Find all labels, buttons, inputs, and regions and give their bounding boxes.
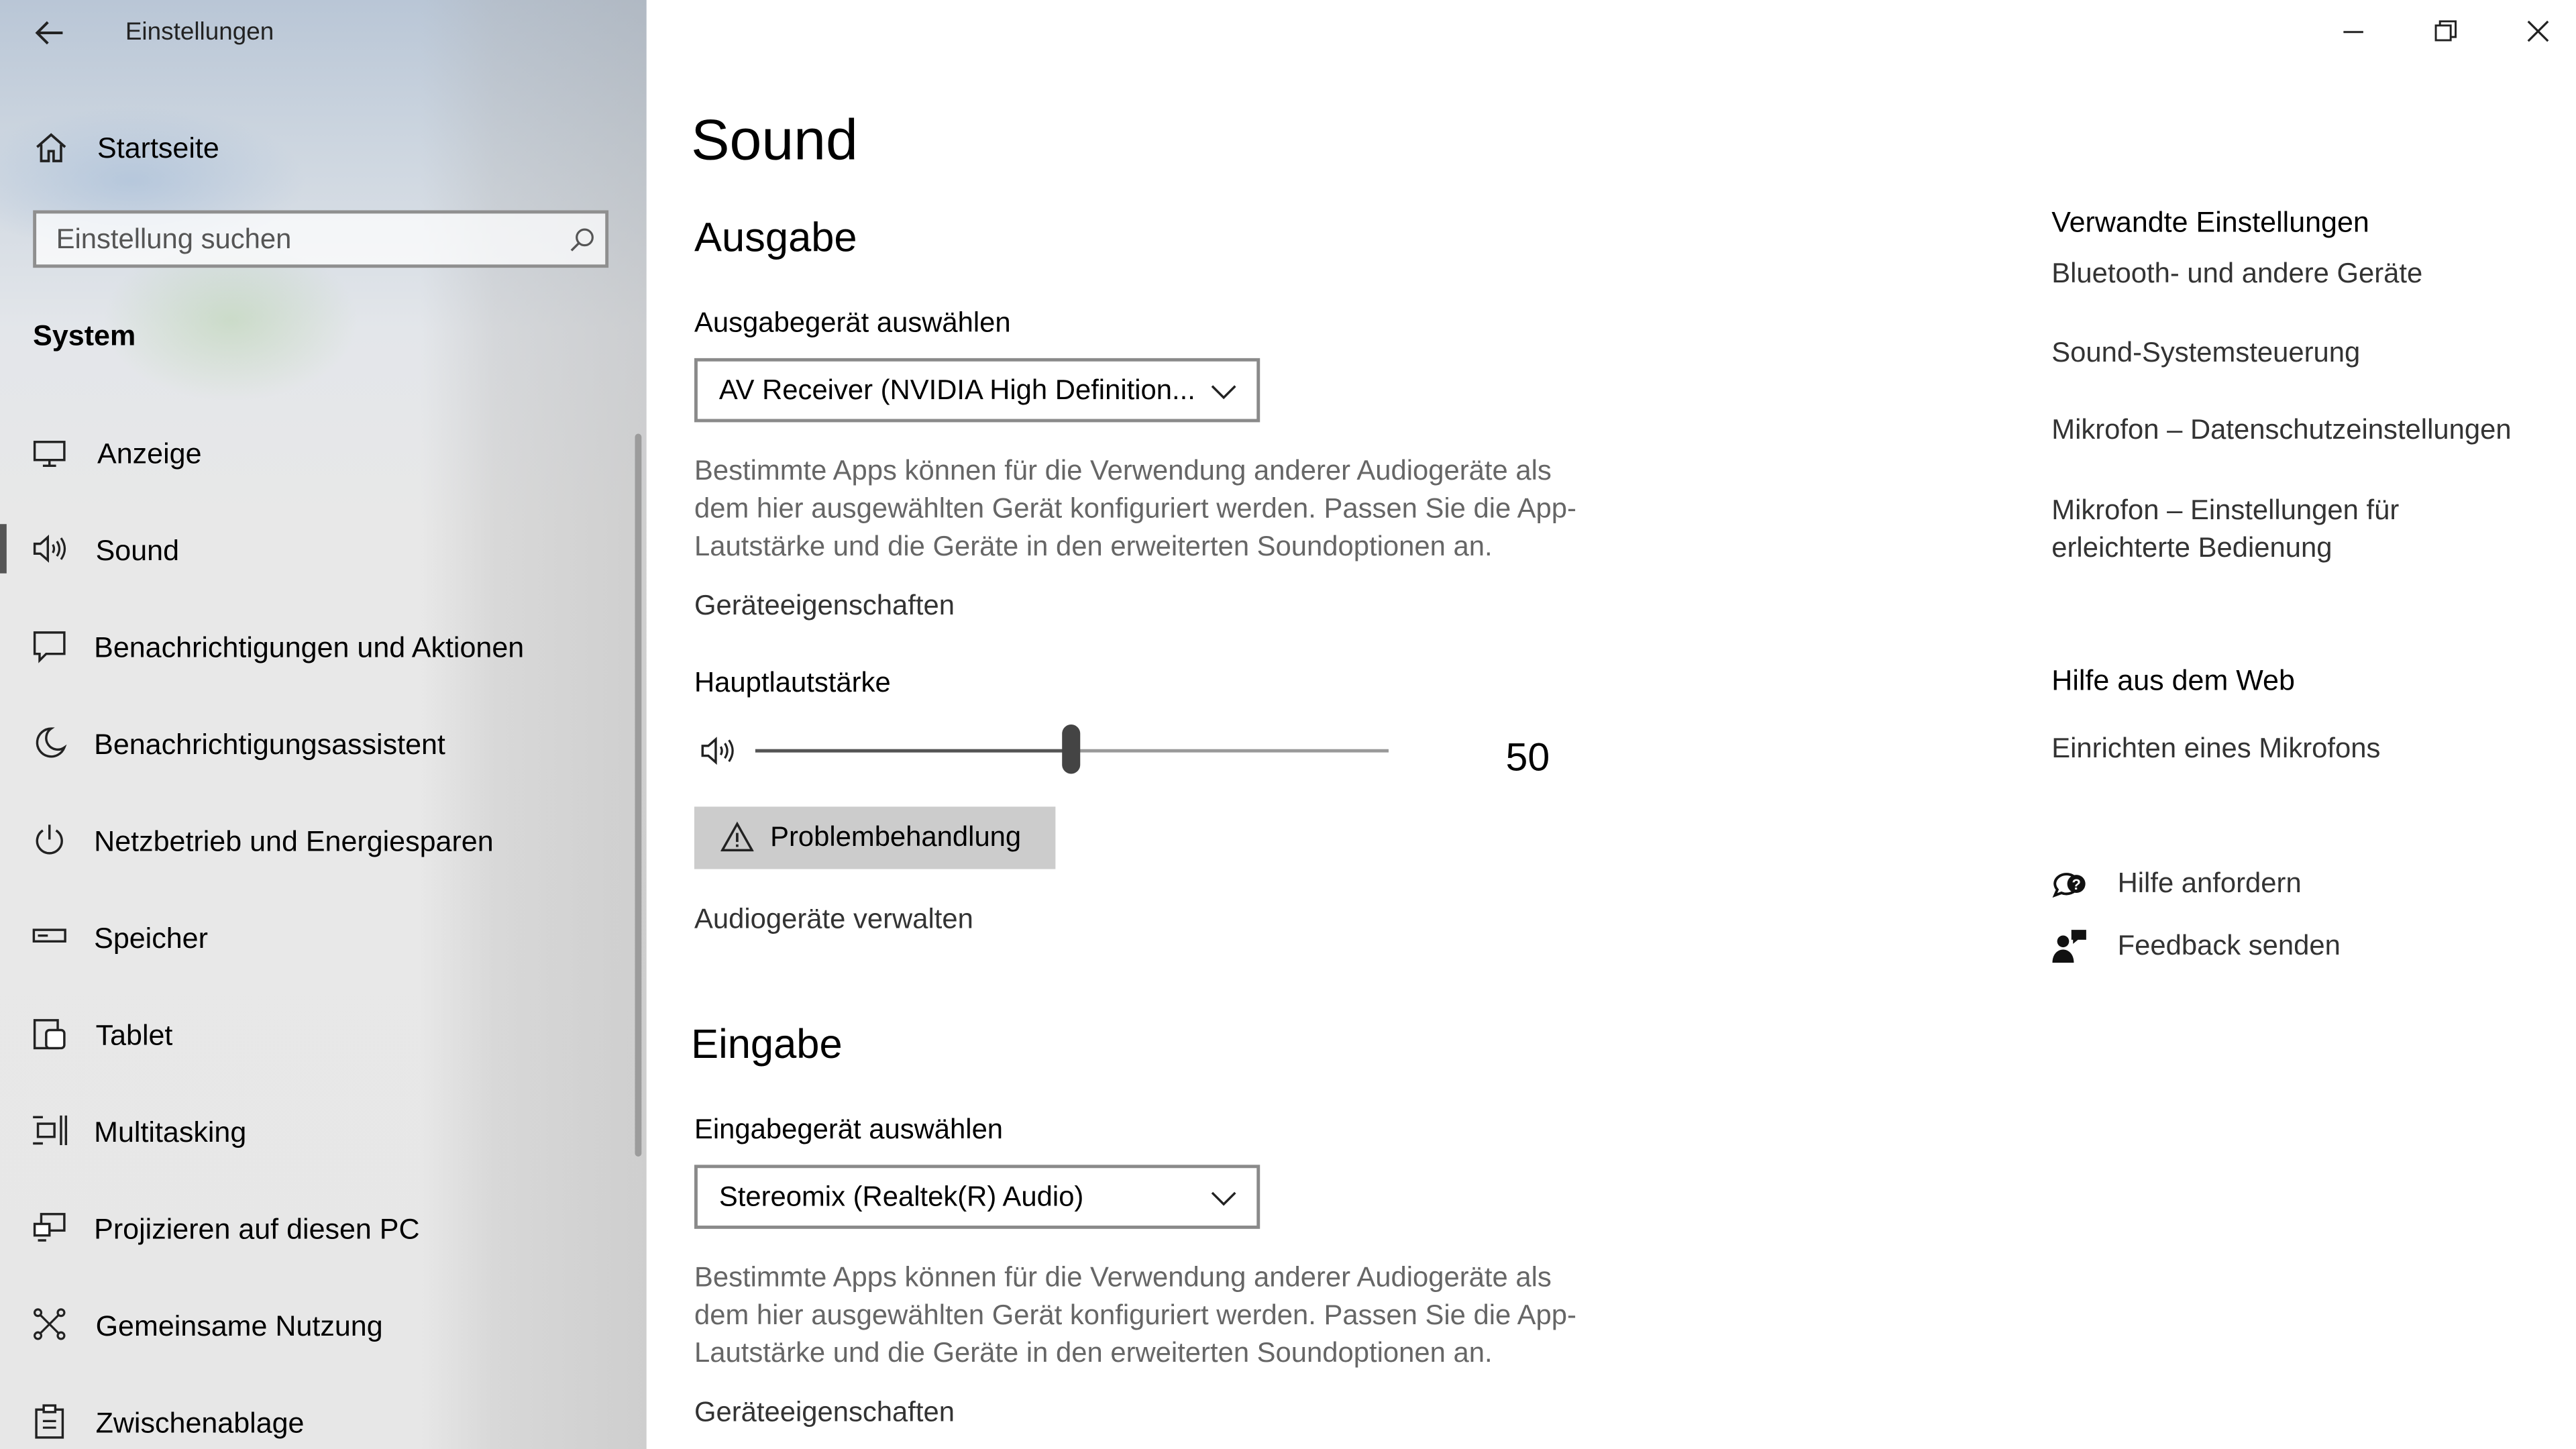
feedback-label: Feedback senden: [2117, 930, 2341, 961]
volume-slider-thumb[interactable]: [1062, 724, 1080, 773]
sidebar-item-benachrichtigungen[interactable]: [0, 618, 627, 677]
sidebar-item-multitasking[interactable]: [0, 1102, 627, 1161]
notification-icon: [32, 628, 68, 664]
home-icon: [33, 129, 69, 166]
power-icon: [32, 822, 68, 858]
volume-slider[interactable]: [755, 749, 1389, 753]
related-link-mic-privacy[interactable]: Mikrofon – Datenschutzeinstellungen: [2051, 414, 2512, 445]
window-title: Einstellungen: [125, 17, 274, 46]
tablet-icon: [32, 1015, 68, 1051]
restore-button[interactable]: [2401, 0, 2493, 66]
back-button[interactable]: [23, 10, 76, 56]
sidebar-item-assistent[interactable]: [0, 714, 627, 773]
output-select-label: Ausgabegerät auswählen: [694, 307, 1011, 339]
manage-audio-devices-link[interactable]: Audiogeräte verwalten: [694, 903, 973, 935]
troubleshoot-label: Problembehandlung: [770, 821, 1022, 853]
speaker-icon: [32, 531, 68, 567]
volume-slider-fill: [755, 749, 1072, 753]
input-select-label: Eingabegerät auswählen: [694, 1114, 1004, 1145]
sidebar-item-label: Netzbetrieb und Energiesparen: [94, 824, 494, 858]
moon-icon: [32, 724, 68, 761]
search-icon[interactable]: [569, 227, 595, 253]
chevron-down-icon: [1210, 380, 1236, 402]
close-button[interactable]: [2493, 0, 2576, 66]
sidebar-item-tablet[interactable]: [0, 1006, 627, 1065]
related-heading: Verwandte Einstellungen: [2051, 205, 2369, 239]
help-chat-icon: [2051, 866, 2088, 902]
help-heading: Hilfe aus dem Web: [2051, 663, 2295, 697]
sidebar-item-label: Speicher: [94, 921, 208, 955]
feedback-person-icon: [2051, 928, 2088, 965]
search-box[interactable]: [33, 210, 608, 268]
sidebar-item-label: Anzeige: [97, 437, 202, 470]
sidebar: [0, 0, 647, 1449]
input-heading: Eingabe: [691, 1022, 843, 1068]
related-link-sound-control[interactable]: Sound-Systemsteuerung: [2051, 337, 2361, 368]
minimize-button[interactable]: [2309, 0, 2402, 66]
page-title: Sound: [691, 108, 858, 173]
back-arrow-icon: [35, 19, 64, 46]
sidebar-item-label: Projizieren auf diesen PC: [94, 1212, 420, 1246]
sidebar-item-zwischenablage[interactable]: [0, 1393, 627, 1449]
clipboard-icon: [32, 1403, 68, 1439]
feedback-row[interactable]: [2051, 926, 2414, 969]
get-help-row[interactable]: [2051, 864, 2414, 907]
sidebar-item-label: Benachrichtigungen und Aktionen: [94, 631, 525, 664]
input-device-value: Stereomix (Realtek(R) Audio): [718, 1181, 1084, 1213]
sidebar-item-label: Sound: [95, 533, 180, 567]
related-link-bluetooth[interactable]: Bluetooth- und andere Geräte: [2051, 258, 2423, 290]
sidebar-item-energie[interactable]: [0, 812, 627, 871]
output-heading: Ausgabe: [694, 215, 857, 262]
sidebar-item-home[interactable]: [0, 118, 627, 177]
multitasking-icon: [32, 1112, 68, 1148]
volume-mute-button[interactable]: [699, 733, 739, 769]
sidebar-item-label: Tablet: [95, 1018, 173, 1052]
sidebar-item-sound[interactable]: [0, 521, 627, 580]
sidebar-item-gemeinsam[interactable]: [0, 1296, 627, 1355]
sidebar-item-label: Zwischenablage: [95, 1406, 305, 1440]
storage-icon: [32, 918, 68, 955]
volume-value: 50: [1505, 736, 1550, 781]
sidebar-item-projizieren[interactable]: [0, 1199, 627, 1258]
project-icon: [32, 1209, 68, 1245]
sidebar-item-home-label: Startseite: [97, 131, 219, 164]
restore-icon: [2434, 19, 2457, 42]
chevron-down-icon: [1210, 1186, 1236, 1209]
close-icon: [2526, 19, 2549, 42]
share-icon: [32, 1306, 68, 1342]
output-properties-link[interactable]: Geräteeigenschaften: [694, 590, 955, 621]
search-input[interactable]: [56, 213, 551, 264]
output-device-value: AV Receiver (NVIDIA High Definition...: [718, 374, 1195, 406]
minimize-icon: [2342, 19, 2365, 42]
input-device-dropdown[interactable]: [694, 1165, 1260, 1229]
sidebar-item-speicher[interactable]: [0, 908, 627, 967]
help-link-microphone[interactable]: Einrichten eines Mikrofons: [2051, 733, 2381, 764]
sidebar-item-label: Gemeinsame Nutzung: [95, 1309, 383, 1342]
warning-icon: [720, 822, 753, 853]
sidebar-scrollbar[interactable]: [635, 434, 641, 1157]
speaker-icon: [699, 733, 739, 769]
troubleshoot-button[interactable]: [694, 806, 1055, 869]
input-properties-link[interactable]: Geräteeigenschaften: [694, 1396, 955, 1428]
svg-text:?: ?: [2072, 876, 2081, 894]
sidebar-item-anzeige[interactable]: [0, 424, 627, 483]
related-link-mic-accessibility[interactable]: Mikrofon – Einstellungen für erleichterte Bedienung: [2051, 494, 2400, 564]
sidebar-item-label: Benachrichtigungsassistent: [94, 727, 445, 761]
sidebar-item-label: Multitasking: [94, 1115, 247, 1148]
input-description: Bestimmte Apps können für die Verwendung anderer Audiogeräte als dem hier ausgewählten Gerät konfiguriert werden. Passen Sie die App-Lautstärke und die Geräte in den erweiterten Soundoptionen an.: [694, 1261, 1576, 1369]
monitor-icon: [32, 435, 68, 472]
get-help-label: Hilfe anfordern: [2117, 867, 2302, 899]
sidebar-section-title: System: [33, 319, 136, 352]
volume-label: Hauptlautstärke: [694, 667, 891, 698]
output-description: Bestimmte Apps können für die Verwendung anderer Audiogeräte als dem hier ausgewählten Gerät konfiguriert werden. Passen Sie die App-Lautstärke und die Geräte in den erweiterten Soundoptionen an.: [694, 455, 1576, 562]
output-device-dropdown[interactable]: [694, 358, 1260, 423]
